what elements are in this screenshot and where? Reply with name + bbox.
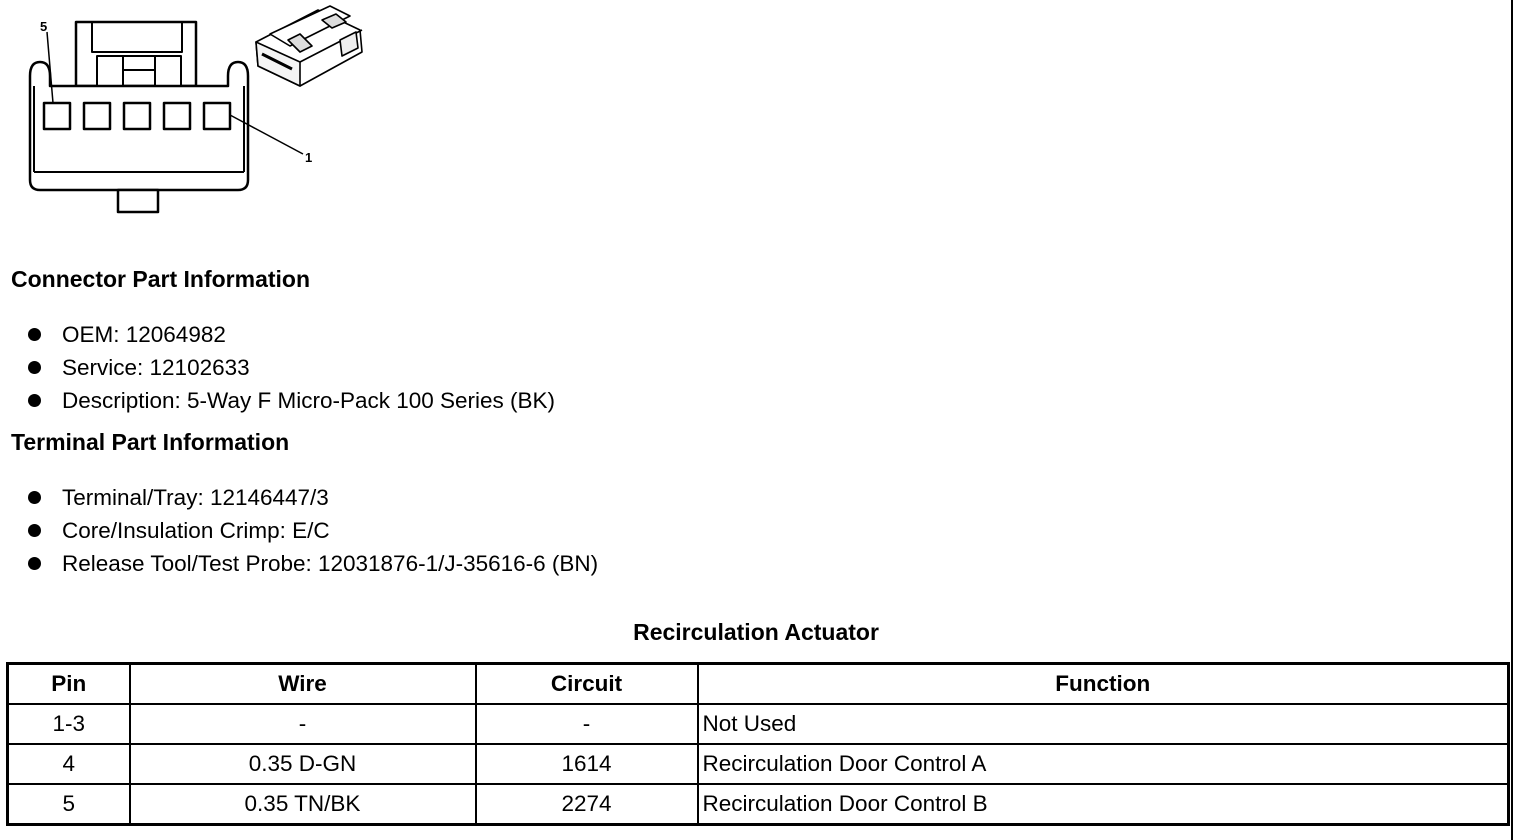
header-function: Function bbox=[698, 664, 1509, 705]
bullet-icon bbox=[28, 524, 41, 537]
pin-1-callout: 1 bbox=[305, 150, 313, 165]
terminal-part-info-list bbox=[28, 481, 598, 580]
list-item: Release Tool/Test Probe: 12031876-1/J-35616-6 (BN) bbox=[28, 547, 598, 580]
pinout-table bbox=[6, 662, 1510, 826]
header-pin: Pin bbox=[8, 664, 130, 705]
table-row bbox=[8, 744, 1509, 784]
cell-function: Not Used bbox=[698, 704, 1509, 744]
cell-wire: - bbox=[130, 704, 476, 744]
connector-part-info-list bbox=[28, 318, 555, 417]
connector-part-info-heading: Connector Part Information bbox=[11, 266, 311, 292]
cell-pin: 1-3 bbox=[8, 704, 130, 744]
terminal-part-info-heading: Terminal Part Information bbox=[11, 429, 290, 455]
cell-wire: 0.35 TN/BK bbox=[130, 784, 476, 825]
bullet-icon bbox=[28, 328, 41, 341]
bullet-icon bbox=[28, 361, 41, 374]
table-row bbox=[8, 704, 1509, 744]
table-title: Recirculation Actuator bbox=[633, 619, 879, 645]
list-item: Service: 12102633 bbox=[28, 351, 555, 384]
bullet-icon bbox=[28, 491, 41, 504]
connector-diagram bbox=[0, 0, 400, 220]
pin-5-callout: 5 bbox=[40, 19, 48, 34]
cell-function: Recirculation Door Control B bbox=[698, 784, 1509, 825]
cell-circuit: 1614 bbox=[476, 744, 698, 784]
list-item: Terminal/Tray: 12146447/3 bbox=[28, 481, 598, 514]
cell-function: Recirculation Door Control A bbox=[698, 744, 1509, 784]
table-row bbox=[8, 784, 1509, 825]
connector-isometric-view bbox=[256, 6, 362, 86]
bullet-icon bbox=[28, 557, 41, 570]
header-circuit: Circuit bbox=[476, 664, 698, 705]
cell-wire: 0.35 D-GN bbox=[130, 744, 476, 784]
list-item: Description: 5-Way F Micro-Pack 100 Series (BK) bbox=[28, 384, 555, 417]
header-wire: Wire bbox=[130, 664, 476, 705]
list-item: OEM: 12064982 bbox=[28, 318, 555, 351]
cell-pin: 5 bbox=[8, 784, 130, 825]
table-header-row bbox=[8, 664, 1509, 705]
page-border-right bbox=[1511, 0, 1513, 840]
cell-pin: 4 bbox=[8, 744, 130, 784]
cell-circuit: 2274 bbox=[476, 784, 698, 825]
cell-circuit: - bbox=[476, 704, 698, 744]
list-item: Core/Insulation Crimp: E/C bbox=[28, 514, 598, 547]
bullet-icon bbox=[28, 394, 41, 407]
